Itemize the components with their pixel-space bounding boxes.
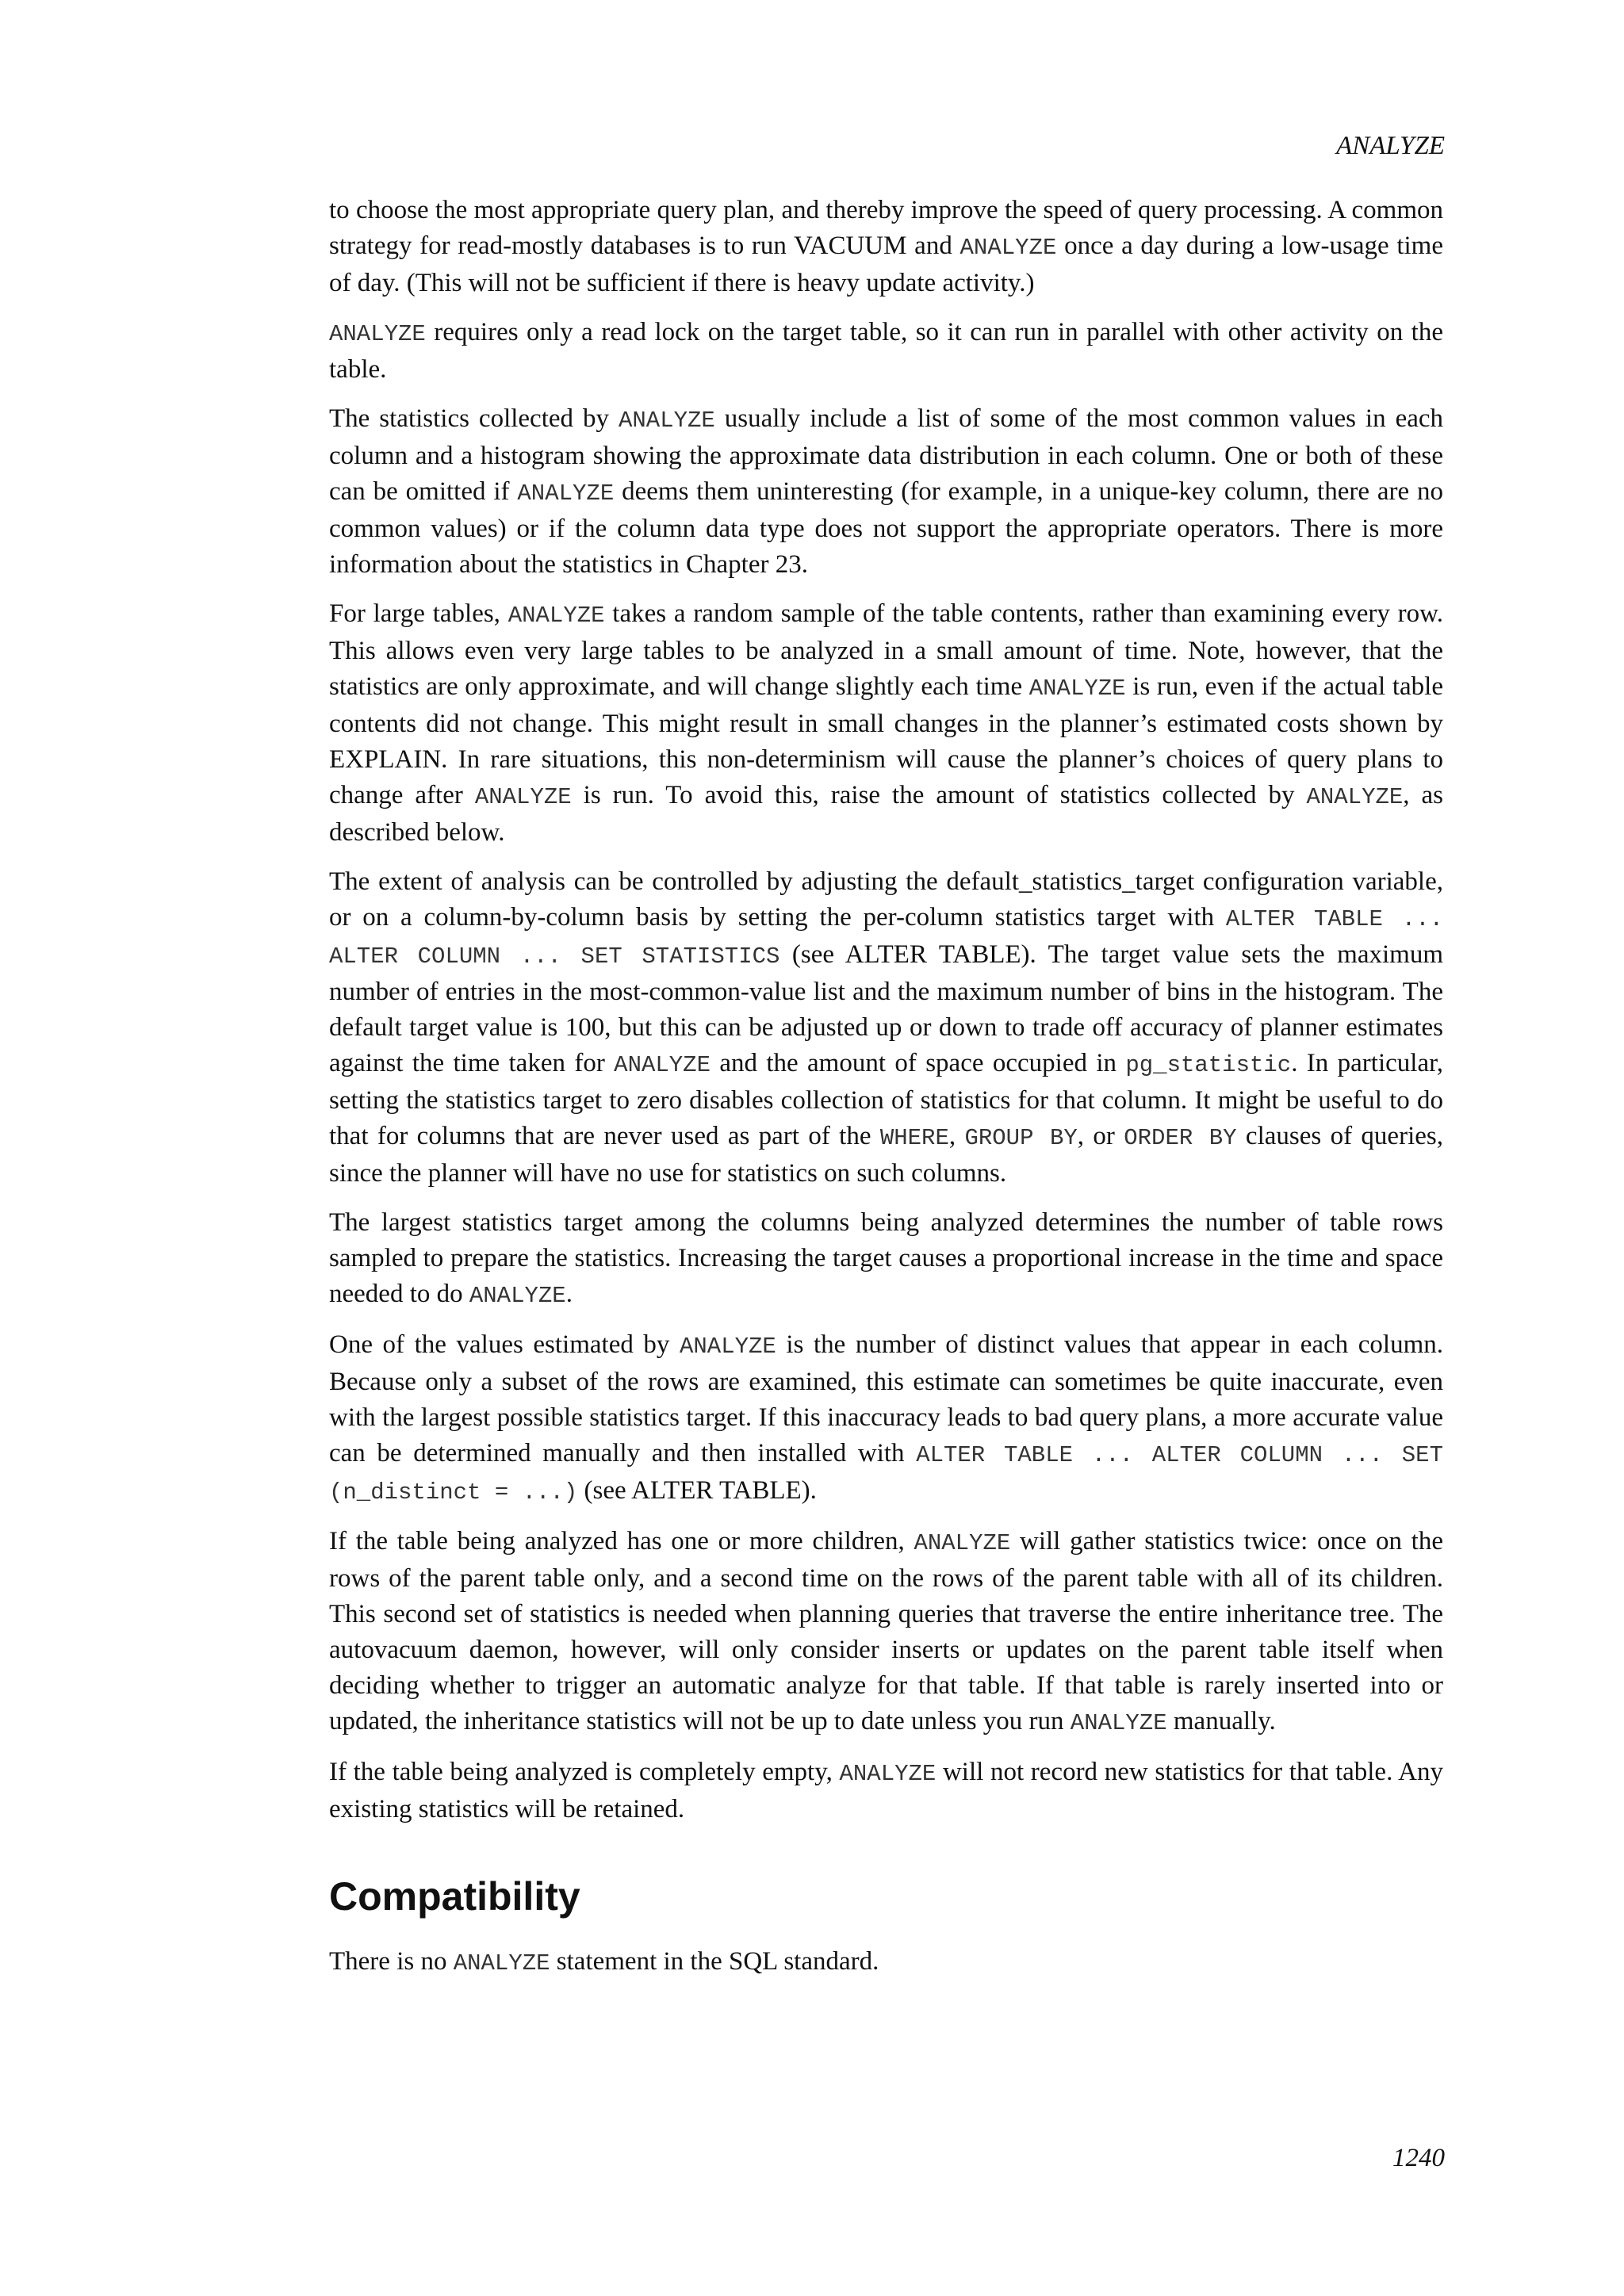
inline-code: ANALYZE [329, 321, 426, 347]
running-header: ANALYZE [1336, 132, 1445, 160]
inline-code: WHERE [879, 1125, 949, 1151]
compat-text-after: statement in the SQL standard. [550, 1947, 879, 1976]
text-run: . [565, 1280, 573, 1308]
text-run: and the amount of space occupied in [710, 1049, 1126, 1077]
paragraph [329, 193, 1443, 301]
text-run: One of the values estimated by [329, 1330, 680, 1359]
inline-code: ANALYZE [839, 1761, 936, 1787]
text-run: (see ALTER TABLE). [577, 1476, 817, 1505]
text-run: is the number of distinct values that appear in each column. Because only a subset of the rows are examined, this estimate can sometimes be quite inaccurate, even with the largest possible statistics target. If this inaccuracy leads to bad query plans, a more accurate value can be determined manually and then installed with [329, 1330, 1443, 1468]
text-run: , as described below. [329, 781, 1443, 847]
compat-text-before: There is no [329, 1947, 454, 1976]
inline-code: ANALYZE [914, 1530, 1011, 1556]
text-run: . In particular, setting the statistics target to zero disables collection of statistics for that column. It might be useful to do that for columns that are never used as part of the [329, 1049, 1444, 1150]
inline-code: ANALYZE [508, 603, 605, 629]
text-run: If the table being analyzed has one or more children, [329, 1527, 914, 1556]
compatibility-paragraph [329, 1944, 1443, 1981]
inline-code: GROUP BY [964, 1125, 1078, 1151]
inline-code: ANALYZE [680, 1334, 776, 1360]
inline-code: ANALYZE [469, 1283, 566, 1309]
text-run: takes a random sample of the table contents, rather than examining every row. This allows even very large tables to be analyzed in a small amount of time. Note, however, that the statistics are only approximate, and will change slightly each time [329, 599, 1444, 701]
text-run: to choose the most appropriate query plan, and thereby improve the speed of query processing. A common strategy for read-mostly databases is to run VACUUM and [329, 196, 1443, 260]
inline-code: ALTER TABLE ... ALTER COLUMN ... SET STATISTICS [329, 906, 1444, 970]
text-run: is run. To avoid this, raise the amount of statistics collected by [571, 781, 1307, 809]
text-run: The largest statistics target among the columns being analyzed determines the number of table rows sampled to prepare the statistics. Increasing the target causes a proportional increase in the time and space needed to do [329, 1208, 1443, 1308]
inline-code: ANALYZE [1028, 675, 1126, 702]
text-run: , [948, 1122, 965, 1150]
text-run: The extent of analysis can be controlled by adjusting the default_statistics_target configuration variable, or on a column-by-column basis by setting the per-column statistics target with [329, 867, 1443, 932]
body-text [329, 193, 1443, 1841]
text-run: clauses of queries, since the planner will have no use for statistics on such columns. [329, 1122, 1443, 1188]
inline-code: ANALYZE [1306, 784, 1404, 810]
text-run: usually include a list of some of the most common values in each column and a histogram showing the approximate data distribution in each column. One or both of these can be omitted if [329, 404, 1444, 506]
text-run: once a day during a low-usage time of day. (This will not be sufficient if there is heavy update activity.) [329, 232, 1443, 297]
inline-code: ORDER BY [1124, 1125, 1237, 1151]
text-run: is run, even if the actual table contents did not change. This might result in small changes in the planner’s estimated costs shown by EXPLAIN. In rare situations, this non-determinism will cause the planner’s choices of query plans to change after [329, 672, 1443, 809]
text-run: , or [1077, 1122, 1124, 1150]
paragraph [329, 1755, 1443, 1827]
section-heading: Compatibility [329, 1874, 580, 1919]
paragraph [329, 864, 1443, 1192]
text-run: will gather statistics twice: once on the rows of the parent table only, and a second time on the rows of the parent table with all of its children. This second set of statistics is needed when planning queries that traverse the entire inheritance tree. The autovacuum daemon, however, will only consider inserts or updates on the parent table itself when deciding whether to trigger an automatic analyze for that table. If that table is rarely inserted into or updated, the inheritance statistics will not be up to date unless you run [329, 1527, 1444, 1735]
paragraph [329, 596, 1443, 851]
inline-code: ANALYZE [959, 235, 1057, 261]
page-number: 1240 [1392, 2144, 1445, 2172]
paragraph [329, 1327, 1443, 1510]
inline-code: ANALYZE [1070, 1710, 1167, 1736]
paragraph [329, 1524, 1443, 1741]
text-run: For large tables, [329, 599, 508, 628]
inline-code: pg_statistic [1125, 1052, 1292, 1078]
inline-code: ANALYZE [614, 1052, 710, 1078]
inline-code: ANALYZE [453, 1950, 550, 1976]
text-run: manually. [1166, 1707, 1276, 1735]
inline-code: ANALYZE [474, 784, 572, 810]
paragraph [329, 315, 1443, 388]
text-run: requires only a read lock on the target table, so it can run in parallel with other activity on the table. [329, 318, 1443, 384]
paragraph [329, 401, 1443, 583]
text-run: deems them uninteresting (for example, in a unique-key column, there are no common values) or if the column data type does not support the appropriate operators. There is more information about the statistics in Chapter 23. [329, 477, 1443, 579]
text-run: will not record new statistics for that table. Any existing statistics will be retained. [329, 1758, 1444, 1823]
inline-code: ANALYZE [618, 408, 715, 434]
text-run: The statistics collected by [329, 404, 619, 433]
text-run: If the table being analyzed is completely empty, [329, 1758, 840, 1786]
inline-code: ANALYZE [517, 480, 615, 507]
text-run: (see ALTER TABLE). The target value sets the maximum number of entries in the most-common-value list and the maximum number of bins in the histogram. The default target value is 100, but this can be adjusted up or down to trade off accuracy of planner estimates against the time taken for [329, 940, 1443, 1077]
paragraph [329, 1205, 1443, 1314]
inline-code: ALTER TABLE ... ALTER COLUMN ... SET (n_distinct = ...) [329, 1442, 1443, 1506]
